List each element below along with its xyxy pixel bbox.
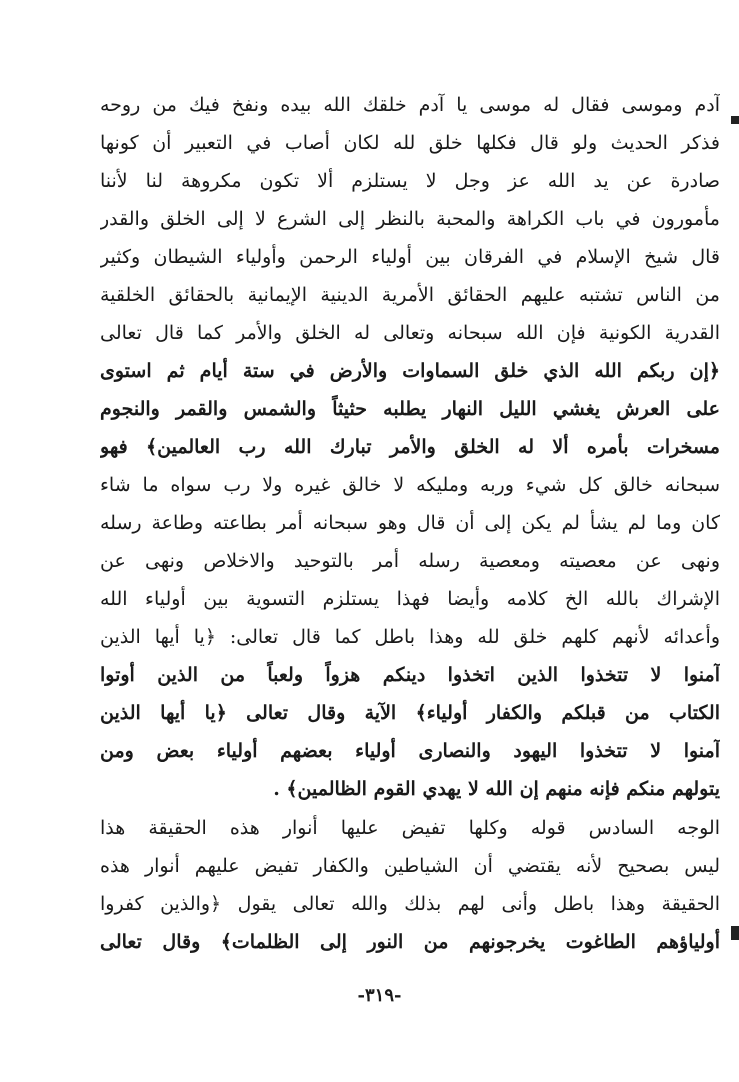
quran-verse-line: مسخرات بأمره ألا له الخلق والأمر تبارك الله رب العالمين﴾ فهو [100, 436, 720, 458]
scan-edge-mark [731, 926, 739, 940]
scan-edge-mark [731, 116, 739, 124]
text-line: ونهى عن معصيته ومعصية رسله أمر بالتوحيد والاخلاص ونهى عن [100, 550, 720, 572]
text-line: آدم وموسى فقال له موسى يا آدم خلقك الله بيده ونفخ فيك من روحه [100, 94, 720, 116]
text-line: من الناس تشتبه عليهم الحقائق الأمرية الدينية الإيمانية بالحقائق الخلقية [100, 284, 720, 306]
quran-verse-line: على العرش يغشي الليل النهار يطلبه حثيثاً والشمس والقمر والنجوم [100, 398, 720, 420]
text-line: الحقيقة وهذا باطل وأنى لهم بذلك والله تعالى يقول ﴿والذين كفروا [100, 893, 720, 915]
quran-verse-line: الكتاب من قبلكم والكفار أولياء﴾ الآية وقال تعالى ﴿يا أيها الذين [100, 702, 720, 724]
text-line: قال شيخ الإسلام في الفرقان بين أولياء الرحمن وأولياء الشيطان وكثير [100, 246, 720, 268]
quran-verse-line: أولياؤهم الطاغوت يخرجونهم من النور إلى الظلمات﴾ وقال تعالى [100, 931, 720, 953]
text-line: القدرية الكونية فإن الله سبحانه وتعالى له الخلق والأمر كما قال تعالى [100, 322, 720, 344]
text-line: سبحانه خالق كل شيء وربه ومليكه لا خالق غيره ولا رب سواه ما شاء [100, 474, 720, 496]
quran-verse-line: آمنوا لا تتخذوا الذين اتخذوا دينكم هزواً ولعباً من الذين أوتوا [100, 664, 720, 686]
text-line: كان وما لم يشأ لم يكن إلى أن قال وهو سبحانه أمر بطاعته وطاعة رسله [100, 512, 720, 534]
text-line: الوجه السادس قوله وكلها تفيض عليها أنوار هذه الحقيقة هذا [100, 817, 720, 839]
page-number: -٣١٩- [357, 985, 402, 1006]
text-line: الإشراك بالله الخ كلامه وأيضا فهذا يستلزم التسوية بين أولياء الله [100, 588, 720, 610]
quran-verse-line: آمنوا لا تتخذوا اليهود والنصارى أولياء بعضهم أولياء بعض ومن [100, 740, 720, 762]
text-line: صادرة عن يد الله عز وجل لا يستلزم ألا تكون مكروهة لنا لأننا [100, 170, 720, 192]
text-line: وأعدائه لأنهم كلهم خلق لله وهذا باطل كما قال تعالى: ﴿يا أيها الذين [100, 626, 720, 648]
quran-verse-line: ﴿إن ربكم الله الذي خلق السماوات والأرض في ستة أيام ثم استوى [100, 360, 720, 382]
text-line: مأمورون في باب الكراهة والمحبة بالنظر إلى الشرع لا إلى الخلق والقدر [100, 208, 720, 230]
paragraph-1 [100, 86, 720, 808]
paragraph-2 [100, 809, 720, 961]
quran-verse-line: يتولهم منكم فإنه منهم إن الله لا يهدي القوم الظالمين﴾ . [273, 778, 720, 800]
text-line: فذكر الحديث ولو قال فكلها خلق لله لكان أصاب في التعبير أن كونها [100, 132, 720, 154]
text-line: ليس بصحيح لأنه يقتضي أن الشياطين والكفار تفيض عليهم أنوار هذه [100, 855, 720, 877]
